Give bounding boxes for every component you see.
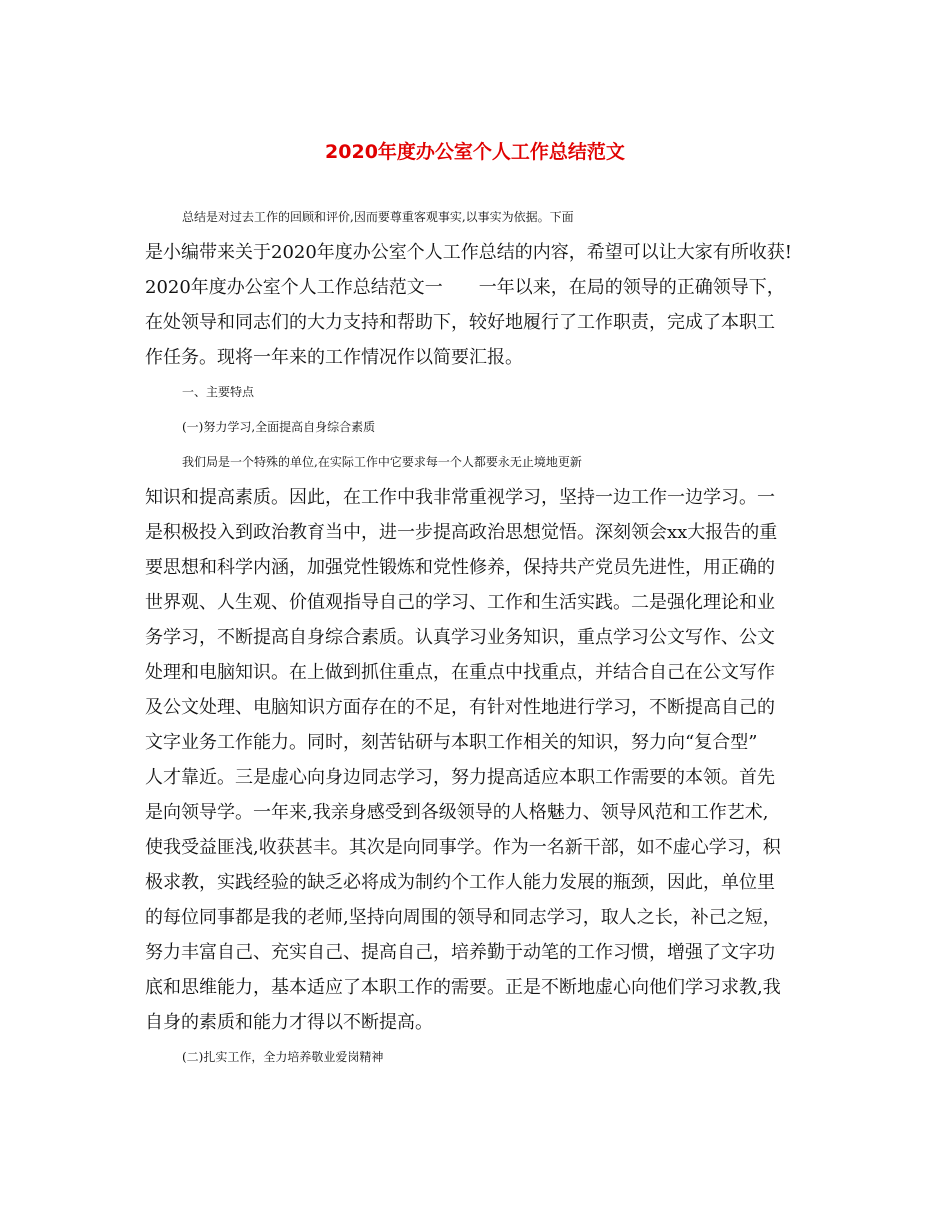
text-line: 处理和电脑知识。在上做到抓住重点，在重点中找重点，并结合自己在公文写作 xyxy=(145,662,775,683)
text-line: 世界观、人生观、价值观指导自己的学习、工作和生活实践。二是强化理论和业 xyxy=(145,592,775,613)
text-line: 是小编带来关于2020年度办公室个人工作总结的内容，希望可以让大家有所收获! xyxy=(145,242,793,263)
text-line: 总结是对过去工作的回顾和评价,因而要尊重客观事实,以事实为依据。下面 xyxy=(182,210,574,224)
text-line: 极求教，实践经验的缺乏必将成为制约个工作人能力发展的瓶颈，因此，单位里 xyxy=(145,872,775,893)
text-line: 是积极投入到政治教育当中，进一步提高政治思想觉悟。深刻领会xx大报告的重 xyxy=(145,522,778,543)
text-line: 在处领导和同志们的大力支持和帮助下，较好地履行了工作职责，完成了本职工 xyxy=(145,312,775,333)
text-line: (二)扎实工作，全力培养敬业爱岗精神 xyxy=(182,1050,384,1064)
text-line: 及公文处理、电脑知识方面存在的不足，有针对性地进行学习，不断提高自己的 xyxy=(145,697,775,718)
text-line: 作任务。现将一年来的工作情况作以简要汇报。 xyxy=(145,347,523,368)
text-line: 一、主要特点 xyxy=(182,385,255,399)
text-line: 努力丰富自己、充实自己、提高自己，培养勤于动笔的工作习惯，增强了文字功 xyxy=(145,942,775,963)
text-line: 是向领导学。一年来,我亲身感受到各级领导的人格魅力、领导风范和工作艺术, xyxy=(145,802,769,823)
text-line: 底和思维能力，基本适应了本职工作的需要。正是不断地虚心向他们学习求教,我 xyxy=(145,977,781,998)
text-line: 2020年度办公室个人工作总结范文一 一年以来，在局的领导的正确领导下， xyxy=(145,277,785,298)
text-line: (一)努力学习,全面提高自身综合素质 xyxy=(182,420,376,434)
text-line: 要思想和科学内涵，加强党性锻炼和党性修养，保持共产党员先进性，用正确的 xyxy=(145,557,775,578)
text-line: 人才靠近。三是虚心向身边同志学习，努力提高适应本职工作需要的本领。首先 xyxy=(145,767,775,788)
text-line: 文字业务工作能力。同时，刻苦钻研与本职工作相关的知识，努力向“复合型” xyxy=(145,732,758,753)
document-body xyxy=(145,200,813,1075)
text-line: 使我受益匪浅,收获甚丰。其次是向同事学。作为一名新干部，如不虚心学习，积 xyxy=(145,837,781,858)
text-line: 自身的素质和能力才得以不断提高。 xyxy=(145,1012,433,1033)
text-line: 我们局是一个特殊的单位,在实际工作中它要求每一个人都要永无止境地更新 xyxy=(182,455,582,469)
text-line: 的每位同事都是我的老师,坚持向周围的领导和同志学习，取人之长，补己之短， xyxy=(145,907,781,928)
document-title: 2020年度办公室个人工作总结范文 xyxy=(325,141,625,163)
text-line: 务学习，不断提高自身综合素质。认真学习业务知识，重点学习公文写作、公文 xyxy=(145,627,775,648)
text-line: 知识和提高素质。因此，在工作中我非常重视学习，坚持一边工作一边学习。一 xyxy=(145,487,775,508)
